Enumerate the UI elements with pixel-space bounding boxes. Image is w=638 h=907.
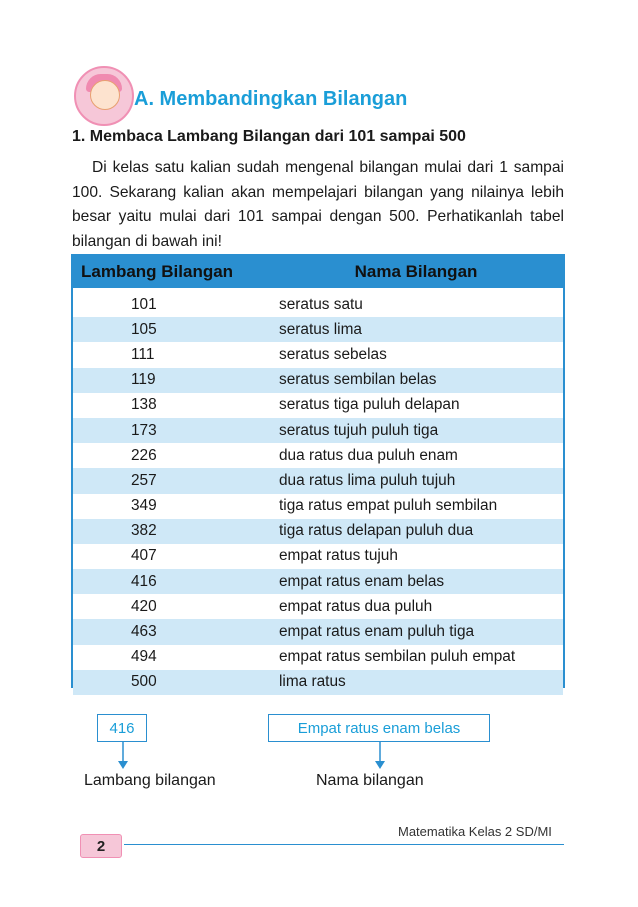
section-title: A. Membandingkan Bilangan <box>134 88 408 110</box>
cell-name: seratus tujuh puluh tiga <box>279 421 439 439</box>
column-header-name: Nama Bilangan <box>354 262 478 281</box>
page-number: 2 <box>80 834 122 858</box>
arrow-down-icon <box>373 742 387 770</box>
cell-name: seratus tiga puluh delapan <box>279 396 460 414</box>
cell-symbol: 349 <box>131 497 157 515</box>
table-row <box>73 544 563 569</box>
cell-name: empat ratus dua puluh <box>279 597 433 615</box>
table-row <box>73 418 563 443</box>
table-row <box>73 519 563 544</box>
arrow-down-icon <box>116 742 130 770</box>
example-name-box: Empat ratus enam belas <box>268 714 490 742</box>
cell-name: empat ratus enam puluh tiga <box>279 623 475 641</box>
table-row <box>73 645 563 670</box>
table-row <box>73 670 563 695</box>
number-table <box>71 254 565 691</box>
cell-name: seratus sebelas <box>279 345 387 363</box>
cell-name: dua ratus dua puluh enam <box>279 446 458 464</box>
intro-paragraph: Di kelas satu kalian sudah mengenal bilangan mulai dari 1 sampai 100. Sekarang kalian akan mempelajari bilangan yang nilainya lebih besar yaitu mulai dari 101 sampai dengan 500. Perhatikanlah tabel bilangan di bawah ini! <box>72 159 564 250</box>
name-label: Nama bilangan <box>316 772 424 789</box>
table-row <box>73 468 563 493</box>
cell-symbol: 101 <box>131 295 157 313</box>
table-header <box>73 256 563 288</box>
girl-character-icon <box>74 66 134 126</box>
subsection-title: 1. Membaca Lambang Bilangan dari 101 sampai 500 <box>72 128 466 145</box>
table-row <box>73 393 563 418</box>
table-row <box>73 317 563 342</box>
cell-name: empat ratus sembilan puluh empat <box>279 648 516 666</box>
cell-name: seratus lima <box>279 320 362 338</box>
table-row <box>73 443 563 468</box>
cell-name: empat ratus enam belas <box>279 572 445 590</box>
cell-symbol: 105 <box>131 320 157 338</box>
cell-symbol: 226 <box>131 446 157 464</box>
cell-symbol: 416 <box>131 572 157 590</box>
footer-divider <box>124 844 564 845</box>
column-header-symbol: Lambang Bilangan <box>81 262 234 281</box>
cell-symbol: 257 <box>131 471 157 489</box>
cell-symbol: 463 <box>131 623 157 641</box>
table-row <box>73 342 563 367</box>
cell-name: seratus satu <box>279 295 363 313</box>
cell-symbol: 138 <box>131 396 157 414</box>
cell-name: empat ratus tujuh <box>279 547 398 565</box>
cell-symbol: 119 <box>131 371 156 389</box>
table-row <box>73 619 563 644</box>
book-title: Matematika Kelas 2 SD/MI <box>398 824 552 839</box>
table-row <box>73 368 563 393</box>
cell-symbol: 407 <box>131 547 157 565</box>
table-row <box>73 292 563 317</box>
cell-name: lima ratus <box>279 673 346 691</box>
cell-name: tiga ratus empat puluh sembilan <box>279 497 498 515</box>
cell-symbol: 500 <box>131 673 157 691</box>
cell-symbol: 420 <box>131 597 157 615</box>
cell-name: tiga ratus delapan puluh dua <box>279 522 474 540</box>
table-row <box>73 494 563 519</box>
table-body <box>73 288 563 695</box>
table-row <box>73 569 563 594</box>
cell-name: seratus sembilan belas <box>279 371 437 389</box>
cell-name: dua ratus lima puluh tujuh <box>279 471 456 489</box>
cell-symbol: 382 <box>131 522 157 540</box>
table-row <box>73 594 563 619</box>
cell-symbol: 494 <box>131 648 157 666</box>
cell-symbol: 173 <box>131 421 157 439</box>
symbol-label: Lambang bilangan <box>84 772 216 789</box>
example-symbol-box: 416 <box>97 714 147 742</box>
cell-symbol: 111 <box>131 345 155 363</box>
